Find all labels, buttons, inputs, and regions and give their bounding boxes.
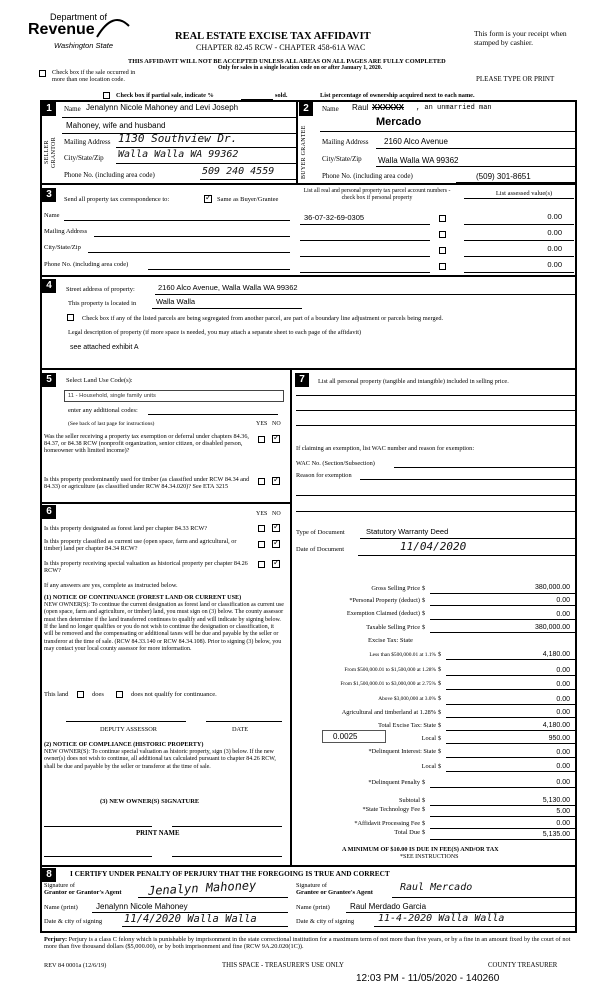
s6-no: NO	[272, 511, 281, 517]
rule	[430, 839, 575, 840]
rule	[394, 467, 575, 468]
dollar-sign: $	[438, 735, 442, 742]
rule	[155, 294, 575, 295]
dollar-sign: $	[422, 597, 426, 604]
seller-mailing-label: Mailing Address	[64, 138, 111, 146]
rule	[430, 593, 575, 594]
tax-label-total-due: Total Due	[394, 829, 420, 836]
land-does-not: does not qualify for continuance.	[131, 691, 217, 698]
treasurer-use: THIS SPACE - TREASURER'S USE ONLY	[222, 962, 344, 969]
segregated-label: Check box if any of the listed parcels are being segregated from another parcel, are part of a boundary line adjustment or parcels being merged.	[82, 315, 444, 322]
dollar-sign: $	[422, 585, 426, 592]
tax-value-tier4: 0.00	[556, 696, 570, 703]
notice2-title: (2) NOTICE OF COMPLIANCE (HISTORIC PROPERTY)	[44, 741, 204, 748]
tax-value-delinq-interest-local: 0.00	[556, 763, 570, 770]
grantee-sig-label-2: Grantee or Grantee's Agent	[296, 889, 373, 896]
buyer-city-label: City/State/Zip	[322, 155, 362, 163]
rule	[446, 704, 575, 705]
parcel-personal-checkbox[interactable]	[439, 231, 446, 238]
personal-property-label: List all personal property (tangible and intangible) included in selling price.	[318, 378, 509, 385]
tax-value-personal: 0.00	[556, 597, 570, 604]
s6-top-rule	[40, 502, 290, 504]
buyer-name-label: Name	[322, 105, 339, 113]
seller-name-line2: Mahoney, wife and husband	[66, 121, 166, 130]
rule	[446, 689, 575, 690]
partial-sale-label: Check box if partial sale, indicate %	[116, 92, 214, 99]
seller-name-line1: Jenalynn Nicole Mahoney and Levi Joseph	[86, 103, 239, 112]
see-back-label: (See back of last page for instructions)	[68, 421, 155, 427]
tax-label-local: Local	[421, 735, 436, 742]
seller-name-label: Name	[64, 105, 81, 113]
tax-value-tier3: 0.00	[556, 681, 570, 688]
dollar-sign: $	[422, 797, 426, 804]
multiple-location-checkbox[interactable]	[39, 70, 46, 77]
s5-q2-no[interactable]	[272, 477, 280, 485]
land-does-checkbox[interactable]	[77, 691, 84, 698]
form-warning: THIS AFFIDAVIT WILL NOT BE ACCEPTED UNLESS ALL AREAS ON ALL PAGES ARE FULLY COMPLETED	[128, 58, 446, 65]
rule	[94, 236, 290, 237]
grantor-sig-label-2: Grantor or Grantor's Agent	[44, 889, 122, 896]
rule	[300, 240, 430, 241]
rule	[430, 605, 575, 606]
tax-label-delinq-interest-local: Local	[421, 763, 436, 770]
tax-label-tier3: From $1,500,000.01 to $3,000,000 at 2.75%	[340, 681, 436, 687]
tax-value-delinq-interest-state: 0.00	[556, 749, 570, 756]
print-name-label: PRINT NAME	[136, 830, 180, 837]
tax-label-affidavit-fee: *Affidavit Processing Fee	[354, 820, 420, 827]
notice2-text: NEW OWNER(S): To continue special valuation as historic property, sign (3) below. If the new owner(s) does not wish to continue, all additional tax calculated pursuant to chapter 84.26 RCW, shall be due and payable by the seller or transferor at the time of sale.	[44, 749, 276, 770]
wac-label: WAC No. (Section/Subsection)	[296, 460, 375, 467]
notice1-title: (1) NOTICE OF CONTINUANCE (FOREST LAND OR CURRENT USE)	[44, 594, 242, 601]
tax-label-taxable: Taxable Selling Price	[366, 624, 420, 631]
perjury-label: Perjury:	[44, 936, 68, 943]
see-instructions: *SEE INSTRUCTIONS	[400, 854, 459, 860]
parcel-personal-checkbox[interactable]	[439, 263, 446, 270]
rule	[430, 816, 575, 817]
dollar-sign: $	[438, 722, 442, 729]
dollar-sign: $	[422, 806, 426, 813]
rule	[358, 555, 575, 556]
section-6-number: 6	[42, 505, 56, 519]
tax-value-subtotal: 5,130.00	[542, 797, 570, 804]
land-does: does	[92, 691, 104, 698]
located-value: Walla Walla	[156, 297, 196, 306]
section-2-number: 2	[299, 102, 313, 116]
s6-q2-no[interactable]	[272, 540, 280, 548]
ownership-note: List percentage of ownership acquired next to each name.	[320, 92, 475, 99]
rule	[300, 224, 430, 225]
street-label: Street address of property:	[66, 286, 135, 293]
rule	[62, 117, 296, 118]
section-8-number: 8	[42, 868, 56, 882]
rule	[296, 395, 575, 396]
rule	[446, 730, 575, 731]
parcel-personal-checkbox[interactable]	[439, 215, 446, 222]
rule	[446, 757, 575, 758]
assessed-value: 0.00	[547, 228, 562, 237]
buyer-phone-value: (509) 301-8651	[476, 172, 531, 181]
grantor-date-city: 11/4/2020 Walla Walla	[124, 913, 257, 925]
assessed-value: 0.00	[547, 260, 562, 269]
if-yes-note: If any answers are yes, complete as instructed below.	[44, 582, 178, 589]
s6-q3-yes[interactable]	[258, 561, 265, 568]
tax-label-tier4: Above $3,000,000 at 3.0%	[378, 696, 436, 702]
doc-type-label: Type of Document	[296, 529, 345, 536]
rule	[122, 926, 288, 927]
rule	[296, 495, 575, 496]
exemption-label: If claiming an exemption, list WAC number and reason for exemption:	[296, 445, 475, 452]
tax-label-tier1: Less than $500,000.01 at 1.1%	[369, 652, 436, 658]
seller-city-value: Walla Walla WA 99362	[118, 149, 239, 160]
deputy-date-label: DATE	[232, 726, 249, 733]
rule	[464, 240, 574, 241]
grantee-signature: Raul Mercado	[400, 882, 473, 893]
local-rate-box[interactable]	[322, 730, 386, 743]
send-correspondence-label: Send all property tax correspondence to:	[64, 196, 170, 203]
dollar-sign: $	[422, 610, 426, 617]
s5-q1-yes[interactable]	[258, 436, 265, 443]
rule	[446, 659, 575, 660]
partial-sold: sold.	[275, 92, 288, 99]
buyer-mailing-value: 2160 Alco Avenue	[384, 137, 448, 146]
tax-label-delinq-penalty: *Delinquent Penalty	[368, 779, 420, 786]
minimum-note: A MINIMUM OF $10.00 IS DUE IN FEE(S) AND/OR TAX	[342, 846, 499, 853]
dor-line2: Washington State	[54, 41, 114, 50]
doc-date-label: Date of Document	[296, 546, 345, 553]
grantee-name-value: Raul Merdado Garcia	[350, 902, 427, 911]
buyer-mailing-label: Mailing Address	[322, 138, 369, 146]
s3-phone-label: Phone No. (including area code)	[44, 261, 129, 268]
dollar-sign: $	[438, 666, 442, 673]
section-7-number: 7	[295, 373, 309, 387]
tax-label-personal: *Personal Property (deduct)	[349, 597, 420, 604]
section-5-7-divider	[290, 370, 292, 867]
buyer-name-struck: XXXXXX	[372, 103, 405, 112]
rule	[464, 256, 574, 257]
s6-q3-no[interactable]	[272, 560, 280, 568]
perjury-note	[44, 936, 576, 950]
s6-q1-yes[interactable]	[258, 525, 265, 532]
partial-sale-checkbox[interactable]	[103, 92, 110, 99]
grantee-date-city: 11-4-2020 Walla Walla	[378, 913, 505, 924]
buyer-grantee-label: BUYER GRANTEE	[301, 125, 307, 180]
grantor-name-label: Name (print)	[44, 904, 78, 911]
rule	[464, 224, 574, 225]
same-as-buyer-checkbox[interactable]	[204, 195, 212, 203]
tax-label-delinq-interest-state: *Delinquent Interest: State	[368, 748, 436, 755]
grantor-signature: Jenalyn Mahoney	[147, 878, 257, 898]
multiple-location-label: Check box if the sale occurred in more than one location code.	[52, 69, 136, 84]
local-rate-value: 0.0025	[333, 732, 358, 741]
rule	[446, 771, 575, 772]
tax-label-tier2: From $500,000.01 to $1,500,000 at 1.28%	[344, 667, 436, 673]
reason-label: Reason for exemption	[296, 472, 352, 479]
dollar-sign: $	[438, 748, 442, 755]
buyer-name-suffix: , an unmarried man	[416, 104, 492, 112]
rule	[64, 220, 290, 221]
rule	[430, 805, 575, 806]
tax-value-affidavit-fee: 0.00	[556, 820, 570, 827]
rule	[320, 131, 577, 132]
rule	[376, 148, 577, 149]
parcel-number: 36-07-32-69-0305	[304, 213, 365, 222]
rule	[374, 926, 575, 927]
grantor-name-value: Jenalynn Nicole Mahoney	[96, 902, 188, 911]
tax-value-tier1: 4,180.00	[542, 651, 570, 658]
s5-q1-no[interactable]	[272, 435, 280, 443]
rule	[296, 511, 575, 512]
rule	[430, 828, 575, 829]
same-as-buyer-label: Same as Buyer/Grantee	[217, 196, 279, 203]
certify-label: I CERTIFY UNDER PENALTY OF PERJURY THAT THE FOREGOING IS TRUE AND CORRECT	[70, 869, 390, 878]
seller-phone-label: Phone No. (including area code)	[64, 171, 155, 179]
rule	[148, 414, 278, 415]
tax-value-tech-fee: 5.00	[556, 808, 570, 815]
rule	[116, 147, 296, 148]
s3-city-label: City/State/Zip	[44, 244, 81, 251]
land-use-value: 11 - Household, single family units	[68, 393, 156, 399]
rule	[464, 272, 574, 273]
dor-line1: Department of	[50, 12, 108, 22]
s6-q1: Is this property designated as forest land per chapter 84.33 RCW?	[44, 525, 208, 532]
logo-arc-icon	[93, 12, 133, 42]
parcel-personal-checkbox[interactable]	[439, 247, 446, 254]
section-4-number: 4	[42, 279, 56, 293]
receipt-note: This form is your receipt when stamped by cashier.	[474, 29, 567, 47]
seller-grantor-label: SELLER GRANTOR	[44, 137, 57, 168]
s3-mailing-label: Mailing Address	[44, 228, 88, 235]
grantee-name-label: Name (print)	[296, 904, 330, 911]
rule	[376, 166, 577, 167]
assessed-value: 0.00	[547, 212, 562, 221]
legal-label: Legal description of property (if more space is needed, you may attach a separate sheet to each page of the affidavit)	[68, 329, 362, 336]
dollar-sign: $	[438, 695, 442, 702]
s5-yes: YES	[256, 421, 268, 427]
dollar-sign: $	[438, 651, 442, 658]
sales-note: Only for sales in a single location code on or after January 1, 2020.	[218, 65, 383, 71]
additional-codes-label: enter any additional codes:	[68, 407, 138, 414]
dollar-sign: $	[438, 709, 442, 716]
rule	[430, 787, 575, 788]
perjury-text: Perjury is a class C felony which is punishable by imprisonment in the state correctional institution for a maximum term of not more than five years, or by a fine in an amount fixed by the court of not more than five thousand dollars ($5,000.00), or by both imprisonment and fine (RCW 9A.20.020(1C)).	[44, 936, 571, 951]
segregated-checkbox[interactable]	[67, 314, 74, 321]
rule	[148, 269, 290, 270]
tax-value-tier2: 0.00	[556, 667, 570, 674]
grantee-sig-label-1: Signature of	[296, 882, 327, 889]
seller-city-label: City/State/Zip	[64, 154, 104, 162]
rule	[360, 538, 575, 539]
s5-no: NO	[272, 421, 281, 427]
rule	[456, 182, 577, 183]
rule	[88, 252, 290, 253]
dollar-sign: $	[422, 624, 426, 631]
tax-label-tech-fee: *State Technology Fee	[362, 806, 420, 813]
tax-label-exemption: Exemption Claimed (deduct)	[346, 610, 420, 617]
tax-value-taxable: 380,000.00	[534, 624, 570, 631]
grantee-date-label: Date & city of signing	[296, 918, 355, 925]
section-1-number: 1	[42, 102, 56, 116]
s5-q2: Is this property predominantly used for timber (as classified under RCW 84.34 and 84.33) or agriculture (as classified under RCW 84.34.020)? See ETA 3215	[44, 476, 250, 491]
land-use-select[interactable]	[64, 390, 284, 402]
tax-label-total-state: Total Excise Tax: State	[378, 722, 436, 729]
buyer-phone-label: Phone No. (including area code)	[322, 172, 413, 180]
rule	[152, 308, 302, 309]
rule	[200, 179, 296, 180]
rule	[430, 632, 575, 633]
section-3-number: 3	[42, 188, 56, 202]
grantor-sig-label-1: Signature of	[44, 882, 75, 889]
dor-revenue: Revenue	[28, 21, 95, 38]
new-owner-sig-label: (3) NEW OWNER(S) SIGNATURE	[100, 798, 200, 805]
section-5-number: 5	[42, 373, 56, 387]
rule	[464, 198, 574, 199]
tax-label-agricultural: Agricultural and timberland at 1.28%	[341, 709, 436, 716]
rev-number: REV 84 0001a (12/6/19)	[44, 962, 107, 969]
rule	[116, 163, 296, 164]
located-label: This property is located in	[68, 300, 137, 307]
dollar-sign: $	[422, 779, 426, 786]
county-treasurer: COUNTY TREASURER	[488, 962, 558, 969]
land-does-not-checkbox[interactable]	[116, 691, 123, 698]
buyer-city-value: Walla Walla WA 99362	[378, 156, 459, 165]
buyer-name-handwritten: Mercado	[376, 116, 422, 128]
deputy-sig-line	[66, 721, 186, 722]
dor-logo	[28, 12, 138, 56]
tax-value-exemption: 0.00	[556, 611, 570, 618]
parcel-header: List all real and personal property tax parcel account numbers - check box if personal property	[303, 188, 451, 201]
s6-q3: Is this property receiving special valuation as historical property per chapter 84.26 RCW?	[44, 560, 248, 575]
rule	[446, 743, 575, 744]
dollar-sign: $	[438, 763, 442, 770]
tax-value-total-due: 5,135.00	[542, 831, 570, 838]
deputy-label: DEPUTY ASSESSOR	[100, 726, 157, 733]
rule	[138, 897, 288, 898]
seller-mailing-value: 1130 Southview Dr.	[118, 132, 238, 145]
tax-value-agricultural: 0.00	[556, 709, 570, 716]
tax-value-gross: 380,000.00	[534, 584, 570, 591]
doc-date-value: 11/04/2020	[400, 540, 467, 553]
dollar-sign: $	[438, 680, 442, 687]
seller-phone-value: 509 240 4559	[202, 166, 275, 177]
dollar-sign: $	[422, 820, 426, 827]
buyer-name-value: Raul	[352, 103, 369, 112]
s6-q2: Is this property classified as current use (open space, farm and agricultural, or timber) land per chapter 84.34 RCW?	[44, 538, 237, 553]
tax-label-subtotal: Subtotal	[399, 797, 420, 804]
form-title: REAL ESTATE EXCISE TAX AFFIDAVIT	[175, 31, 371, 42]
s5-q2-yes[interactable]	[258, 478, 265, 485]
deputy-date-line	[206, 721, 282, 722]
tax-label-gross: Gross Selling Price	[371, 585, 420, 592]
rule	[296, 425, 575, 426]
rule	[446, 675, 575, 676]
print-name-line-2	[172, 856, 282, 857]
doc-type-value: Statutory Warranty Deed	[366, 527, 449, 536]
tax-value-local: 950.00	[548, 735, 570, 742]
s6-q1-no[interactable]	[272, 524, 280, 532]
tax-value-total-state: 4,180.00	[542, 722, 570, 729]
tax-value-delinq-penalty: 0.00	[556, 779, 570, 786]
s6-yes: YES	[256, 511, 268, 517]
grantor-date-label: Date & city of signing	[44, 918, 103, 925]
legal-value: see attached exhibit A	[70, 344, 139, 351]
rule	[360, 479, 575, 480]
land-use-label: Select Land Use Code(s):	[66, 377, 133, 384]
notice1-text: NEW OWNER(S): To continue the current designation as forest land or classification as current use (open space, farm and agriculture, or timber) land, you must sign on (3) below. The county assessor must then determine if the land transferred continues to qualify and will indicate by signing below. If the land no longer qualifies or you do not wish to continue the designation or classification, it will be removed and the compensating or additional taxes will be due and payable by the seller or transferor at the time of sale. (RCW 84.33.140 or RCW 84.34.108). Prior to signing (3) below, you may contact your local county assessor for more information.	[44, 602, 284, 652]
new-owner-sig-line-1	[44, 826, 152, 827]
s6-q2-yes[interactable]	[258, 541, 265, 548]
please-type: PLEASE TYPE OR PRINT	[476, 75, 555, 83]
print-name-line-1	[44, 856, 152, 857]
section-1-2-divider	[296, 100, 298, 185]
this-land: This land	[44, 691, 69, 698]
rule	[446, 717, 575, 718]
street-value: 2160 Alco Avenue, Walla Walla WA 99362	[158, 283, 298, 292]
s5-q1: Was the seller receiving a property tax exemption or deferral under chapters 84.36, 84.37, or 84.38 RCW (nonprofit organization, senior citizen, or disabled person, homeowner with limited income)?	[44, 433, 249, 455]
assessed-header: List assessed value(s)	[495, 190, 553, 197]
assessed-value: 0.00	[547, 244, 562, 253]
rule	[430, 619, 575, 620]
rule	[300, 272, 430, 273]
rule	[300, 256, 430, 257]
treasurer-stamp: 12:03 PM - 11/05/2020 - 140260	[356, 973, 500, 984]
rule	[392, 897, 575, 898]
new-owner-sig-line-2	[172, 826, 282, 827]
dollar-sign: $	[422, 829, 426, 836]
excise-header: Excise Tax: State	[368, 637, 413, 644]
rule	[296, 410, 575, 411]
s3-name-label: Name	[44, 212, 60, 219]
form-chapter: CHAPTER 82.45 RCW - CHAPTER 458-61A WAC	[196, 43, 366, 52]
